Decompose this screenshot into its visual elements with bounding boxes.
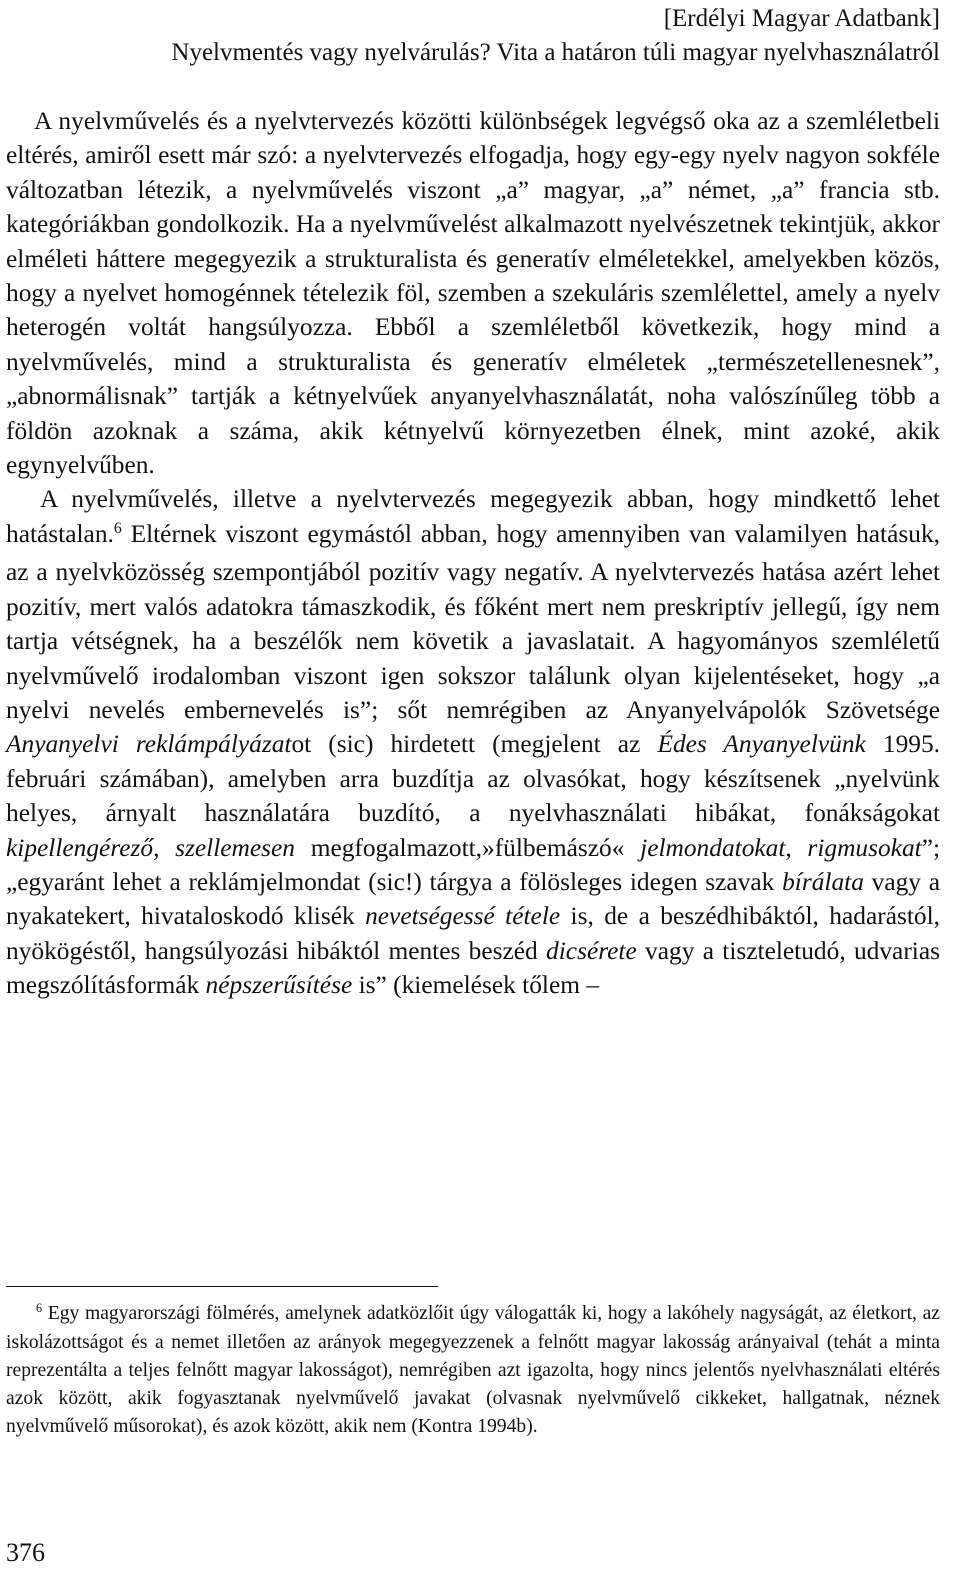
- footnote-text: Egy magyarországi fölmérés, amelynek adatközlőit úgy válogatták ki, hogy a lakóhely nagyságát, az életkort, az iskolázottságot és a nemet illetően az arányok megegyezzenek a felnőtt magyar lakosság arányaival (tehát a minta reprezentálta a teljes felnőtt magyar lakosságot), nemrégiben azt igazolta, hogy nincs jelentős nyelvhasználati eltérés azok között, akik fogyasztanak nyelvművelő javakat (olvasnak nyelvművelő cikkeket, hallgatnak, néznek nyelvművelő műsorokat), és azok között, akik nem (Kontra 1994b).: [6, 1303, 940, 1437]
- italic-kipellengerezo: kipellengérező, szellemesen: [6, 833, 296, 862]
- p2-text-k: is” (kiemelések tőlem –: [352, 971, 600, 1000]
- header-title: Nyelvmentés vagy nyelvárulás? Vita a határon túli magyar nyelvhasználatról: [171, 39, 940, 66]
- footnote-block: [6, 1300, 940, 1441]
- p2-text-h: is, de a beszédhibáktól, hadarástól, nyökögéstől, hangsúlyozási hibáktól mentes beszéd: [6, 902, 940, 965]
- italic-jelmondatokat: jelmondatokat, rigmusokat: [640, 833, 922, 862]
- p2-text-e: megfogalmazott,»fülbemászó«: [295, 833, 641, 862]
- p2-text-d: 1995. februári számában), amelyben arra buzdítja az olvasókat, hogy készítsenek „nyelvünk helyes, árnyalt használatára buzdító, a nyelvhasználati hibákat, fonákságokat: [6, 730, 941, 828]
- p2-text-a: A nyelvművelés, illetve a nyelvtervezés megegyezik abban, hogy mindkettő lehet hatástalan.: [6, 485, 940, 548]
- italic-anyanyelvi-reklampalyazat: Anyanyelvi reklámpályázat: [6, 730, 292, 759]
- italic-dicserete: dicsérete: [546, 936, 637, 965]
- italic-nepszerusitese: népszerűsítése: [205, 971, 353, 1000]
- footnote-separator: [6, 1286, 438, 1287]
- paragraph-2: [6, 482, 940, 1002]
- p2-text-f: ”; „egyaránt lehet a reklámjelmondat (sic!) tárgya a fölösleges idegen szavak: [6, 833, 941, 896]
- footnote-number: 6: [36, 1301, 43, 1316]
- footnote-reference[interactable]: 6: [113, 520, 122, 538]
- p2-text-j: vagy a tiszteletudó, udvarias megszólításformák: [6, 936, 940, 1000]
- p2-text-b: Eltérnek viszont egymástól abban, hogy amennyiben van valamilyen hatásuk, az a nyelvközösség szempontjából pozitív vagy negatív. A nyelvtervezés hatása azért lehet pozitív, mert valós adatokra támaszkodik, és főként mert nem preskriptív jellegű, így nem tartja vétségnek, ha a beszélők nem követik a javaslatait. A hagyományos szemléletű nyelvművelő irodalomban viszont igen sokszor találunk olyan kijelentéseket, hogy „a nyelvi nevelés embernevelés is”; sőt nemrégiben az Anyanyelvápolók Szövetsége: [6, 519, 940, 724]
- p2-text-c: ot (sic) hirdetett (megjelent az: [291, 730, 658, 759]
- italic-biralata: bírálata: [782, 867, 864, 896]
- page-number: 376: [6, 1538, 45, 1567]
- italic-edes-anyanyelvunk: Édes Anyanyelvünk: [657, 730, 866, 759]
- running-header: [0, 2, 940, 70]
- header-source: [Erdélyi Magyar Adatbank]: [663, 5, 940, 32]
- italic-nevetsegesse-tetele: nevetségessé tétele: [365, 902, 561, 931]
- main-text: [6, 104, 940, 1003]
- paragraph-1: A nyelvművelés és a nyelvtervezés közötti különbségek legvégső oka az a szemléletbeli eltérés, amiről esett már szó: a nyelvtervezés elfogadja, hogy egy-egy nyelv nagyon sokféle változatban létezik, a nyelvművelés viszont „a” magyar, „a” német, „a” francia stb. kategóriákban gondolkozik. Ha a nyelvművelést alkalmazott nyelvészetnek tekintjük, akkor elméleti háttere megegyezik a strukturalista és generatív elméletekkel, amelyekben közös, hogy a nyelvet homogénnek tételezik föl, szemben a szekuláris szemlélettel, amely a nyelv heterogén voltát hangsúlyozza. Ebből a szemléletből következik, hogy mind a nyelvművelés, mind a strukturalista és generatív elméletek „természetellenesnek”, „abnormálisnak” tartják a kétnyelvűek anyanyelvhasználatát, noha valószínűleg több a földön azoknak a száma, akik kétnyelvű környezetben élnek, mint azoké, akik egynyelvűben.: [6, 107, 940, 480]
- p2-text-g: vagy a nyakatekert, hivataloskodó klisék: [6, 867, 940, 931]
- footnote-6: [6, 1300, 940, 1441]
